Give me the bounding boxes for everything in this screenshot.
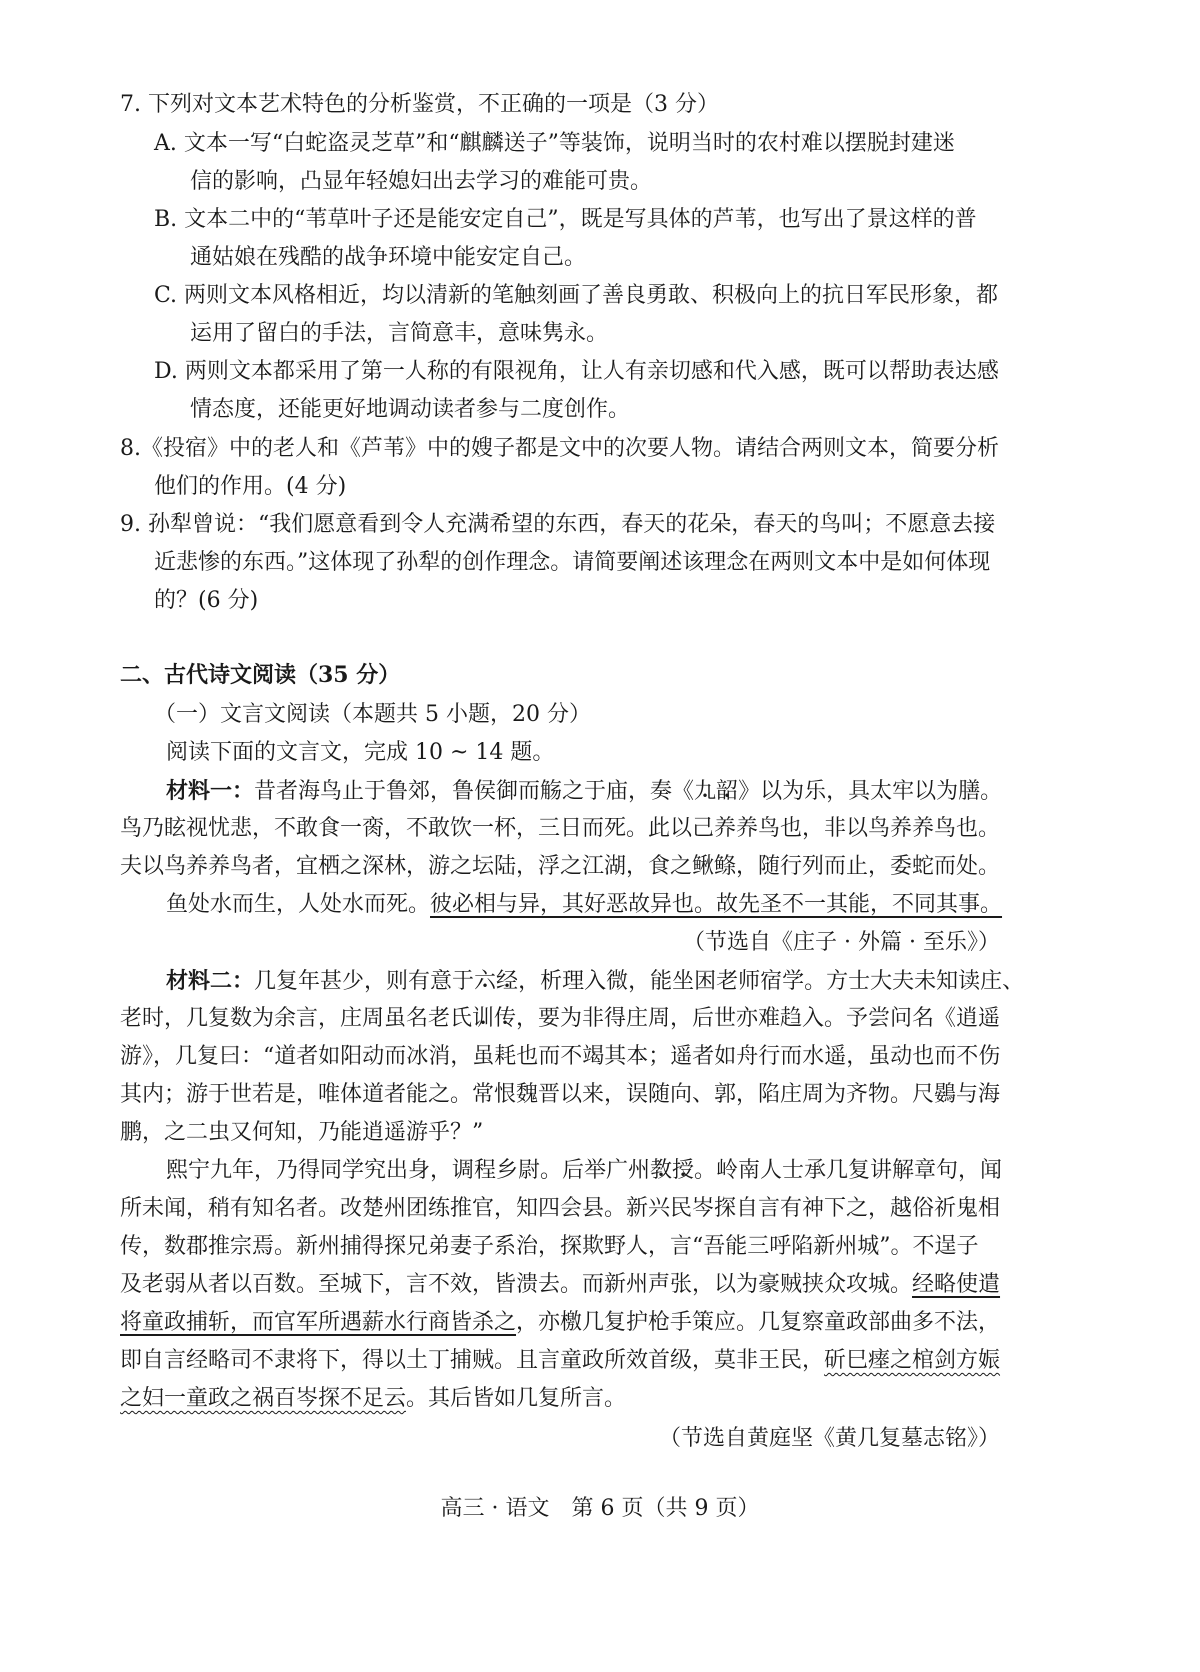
material1-text: 》以为乐，具太牢以为膳。 — [738, 779, 1003, 804]
material2-p2-line5 — [120, 1308, 1000, 1338]
q9-line2: 近悲惨的东西。”这体现了孙犁的创作理念。请简要阐述该理念在两则文本中是如何体现 — [154, 550, 991, 575]
underlined-sentence: 经略使遣 — [912, 1272, 1001, 1297]
emphasis-char: 教 • — [650, 1158, 672, 1183]
material2-text: 老时，几复数为余言，庄周虽名老氏 — [120, 1006, 473, 1031]
emphasis-char: 传 • — [494, 1006, 516, 1031]
material2-line3: 游》，几复曰：“道者如阳动而冰消，虽耗也而不竭其本；遥者如舟行而水遥，虽动也而不伤 — [120, 1044, 1001, 1069]
section-heading: 二、古代诗文阅读（35 分） — [120, 662, 401, 688]
emphasis-char: 九 • — [694, 779, 716, 804]
material2-p2-line2: 所未闻，稍有知名者。改楚州团练推官，知四会县。新兴民岑探自言有神下之，越俗祈鬼相 — [120, 1196, 1001, 1221]
q7-option-a-line2: 信的影响，凸显年轻媳妇出去学习的难能可贵。 — [190, 169, 653, 194]
wavy-underlined-sentence: 之妇一童政之祸百岑探不足云 — [120, 1386, 407, 1411]
q9-line3: 的？(6 分) — [154, 588, 259, 613]
material2-text: 。岭南人士承几复讲解章句，闻 — [694, 1158, 1003, 1183]
q7-option-d-line1: D. 两则文本都采用了第一人称的有限视角，让人有亲切感和代入感，既可以帮助表达感 — [154, 359, 999, 384]
emphasis-char: 六 • — [474, 969, 496, 994]
q8-line2: 他们的作用。(4 分) — [154, 474, 347, 499]
emphasis-char: 训 • — [472, 1006, 494, 1031]
material2-text: ，亦檄几复护枪手策应。几复察童政部曲多不法， — [516, 1310, 1001, 1335]
material2-p2-line6 — [120, 1346, 1000, 1376]
page-footer: 高三 · 语文 第 6 页（共 9 页） — [440, 1496, 760, 1521]
material2-text: 熙宁九年，乃得同学究出身，调程乡尉。后举广州 — [166, 1158, 651, 1183]
subsection-heading: （一）文言文阅读（本题共 5 小题，20 分） — [154, 702, 591, 727]
material2-line4: 其内；游于世若是，唯体道者能之。常恨魏晋以来，误随向、郭，陷庄周为齐物。尺鷃与海 — [120, 1082, 1001, 1107]
material2-p2-line7 — [120, 1384, 626, 1414]
material1-source: （节选自《庄子 · 外篇 · 至乐》） — [683, 930, 1000, 955]
q7-option-b-line1: B. 文本二中的“苇草叶子还是能安定自己”，既是写具体的芦苇，也写出了景这样的普 — [154, 207, 977, 232]
material1-label: 材料一： — [166, 778, 255, 804]
material2-text: 即自言经略司不隶将下，得以土丁捕贼。且言童政所效首级，莫非王民， — [120, 1348, 825, 1373]
q7-stem: 7. 下列对文本艺术特色的分析鉴赏，不正确的一项是（3 分） — [120, 92, 719, 117]
q8-line1: 8.《投宿》中的老人和《芦苇》中的嫂子都是文中的次要人物。请结合两则文本，简要分析 — [120, 436, 999, 461]
wavy-underlined-sentence: 斫巳瘗之棺剑方娠 — [824, 1348, 1001, 1373]
emphasis-char: 经 • — [496, 969, 518, 994]
material2-text: 及老弱从者以百数。至城下，言不效，皆溃去。而新州声张，以为豪贼挟众攻城。 — [120, 1272, 913, 1297]
q7-option-d-line2: 情态度，还能更好地调动读者参与二度创作。 — [190, 397, 631, 422]
material2-line5: 鹏，之二虫又何知，乃能逍遥游乎？” — [120, 1120, 484, 1145]
material1-text: 鱼处水而生，人处水而死。 — [166, 892, 431, 917]
material2-line1 — [166, 966, 1024, 997]
material2-source: （节选自黄庭坚《黄几复墓志铭》） — [658, 1426, 1000, 1451]
material2-line2 — [120, 1004, 1000, 1034]
material1-text: 昔者海鸟止于鲁郊，鲁侯御而觞之于庙，奏《 — [254, 779, 695, 804]
material2-p2-line1 — [166, 1156, 1002, 1186]
material2-text: ，要为非得庄周，后世亦难趋入。予尝问名《逍遥 — [516, 1006, 1001, 1031]
q7-option-a-line1: A. 文本一写“白蛇盗灵芝草”和“麒麟送子”等装饰，说明当时的农村难以摆脱封建迷 — [154, 131, 955, 156]
material1-line1 — [166, 776, 1002, 807]
material1-line3: 夫以鸟养养鸟者，宜栖之深林，游之坛陆，浮之江湖，食之鳅鲦，随行列而止，委蛇而处。 — [120, 854, 1001, 879]
material2-text: ，析理入微，能坐困老师宿学。方士大夫未知读庄、 — [518, 969, 1025, 994]
q7-option-b-line2: 通姑娘在残酷的战争环境中能安定自己。 — [190, 245, 587, 270]
material2-p2-line4 — [120, 1270, 1000, 1300]
material2-label: 材料二： — [166, 968, 255, 994]
emphasis-char: 韶 • — [716, 779, 738, 804]
underlined-sentence: 将童政捕斩，而官军所遇薪水行商皆杀之 — [120, 1310, 517, 1335]
material1-line2: 鸟乃眩视忧悲，不敢食一脔，不敢饮一杯，三日而死。此以己养养鸟也，非以鸟养养鸟也。 — [120, 816, 1001, 841]
material2-text: 。其后皆如几复所言。 — [406, 1386, 627, 1411]
material2-p2-line3: 传，数郡推宗焉。新州捕得探兄弟妻子系治，探欺野人，言“吾能三呼陷新州城”。不逞子 — [120, 1234, 979, 1259]
reading-instruction: 阅读下面的文言文，完成 10 ~ 14 题。 — [166, 740, 555, 765]
underlined-sentence: 彼必相与异，其好恶故异也。故先圣不一其能，不同其事。 — [430, 892, 1003, 917]
material1-line4 — [166, 890, 1002, 920]
q9-line1: 9. 孙犁曾说：“我们愿意看到令人充满希望的东西，春天的花朵，春天的鸟叫；不愿意去接 — [120, 512, 996, 537]
material2-text: 几复年甚少，则有意于 — [254, 969, 475, 994]
q7-option-c-line1: C. 两则文本风格相近，均以清新的笔触刻画了善良勇敢、积极向上的抗日军民形象，都 — [154, 283, 999, 308]
q7-option-c-line2: 运用了留白的手法，言简意丰，意味隽永。 — [190, 321, 609, 346]
emphasis-char: 授 • — [672, 1158, 694, 1183]
